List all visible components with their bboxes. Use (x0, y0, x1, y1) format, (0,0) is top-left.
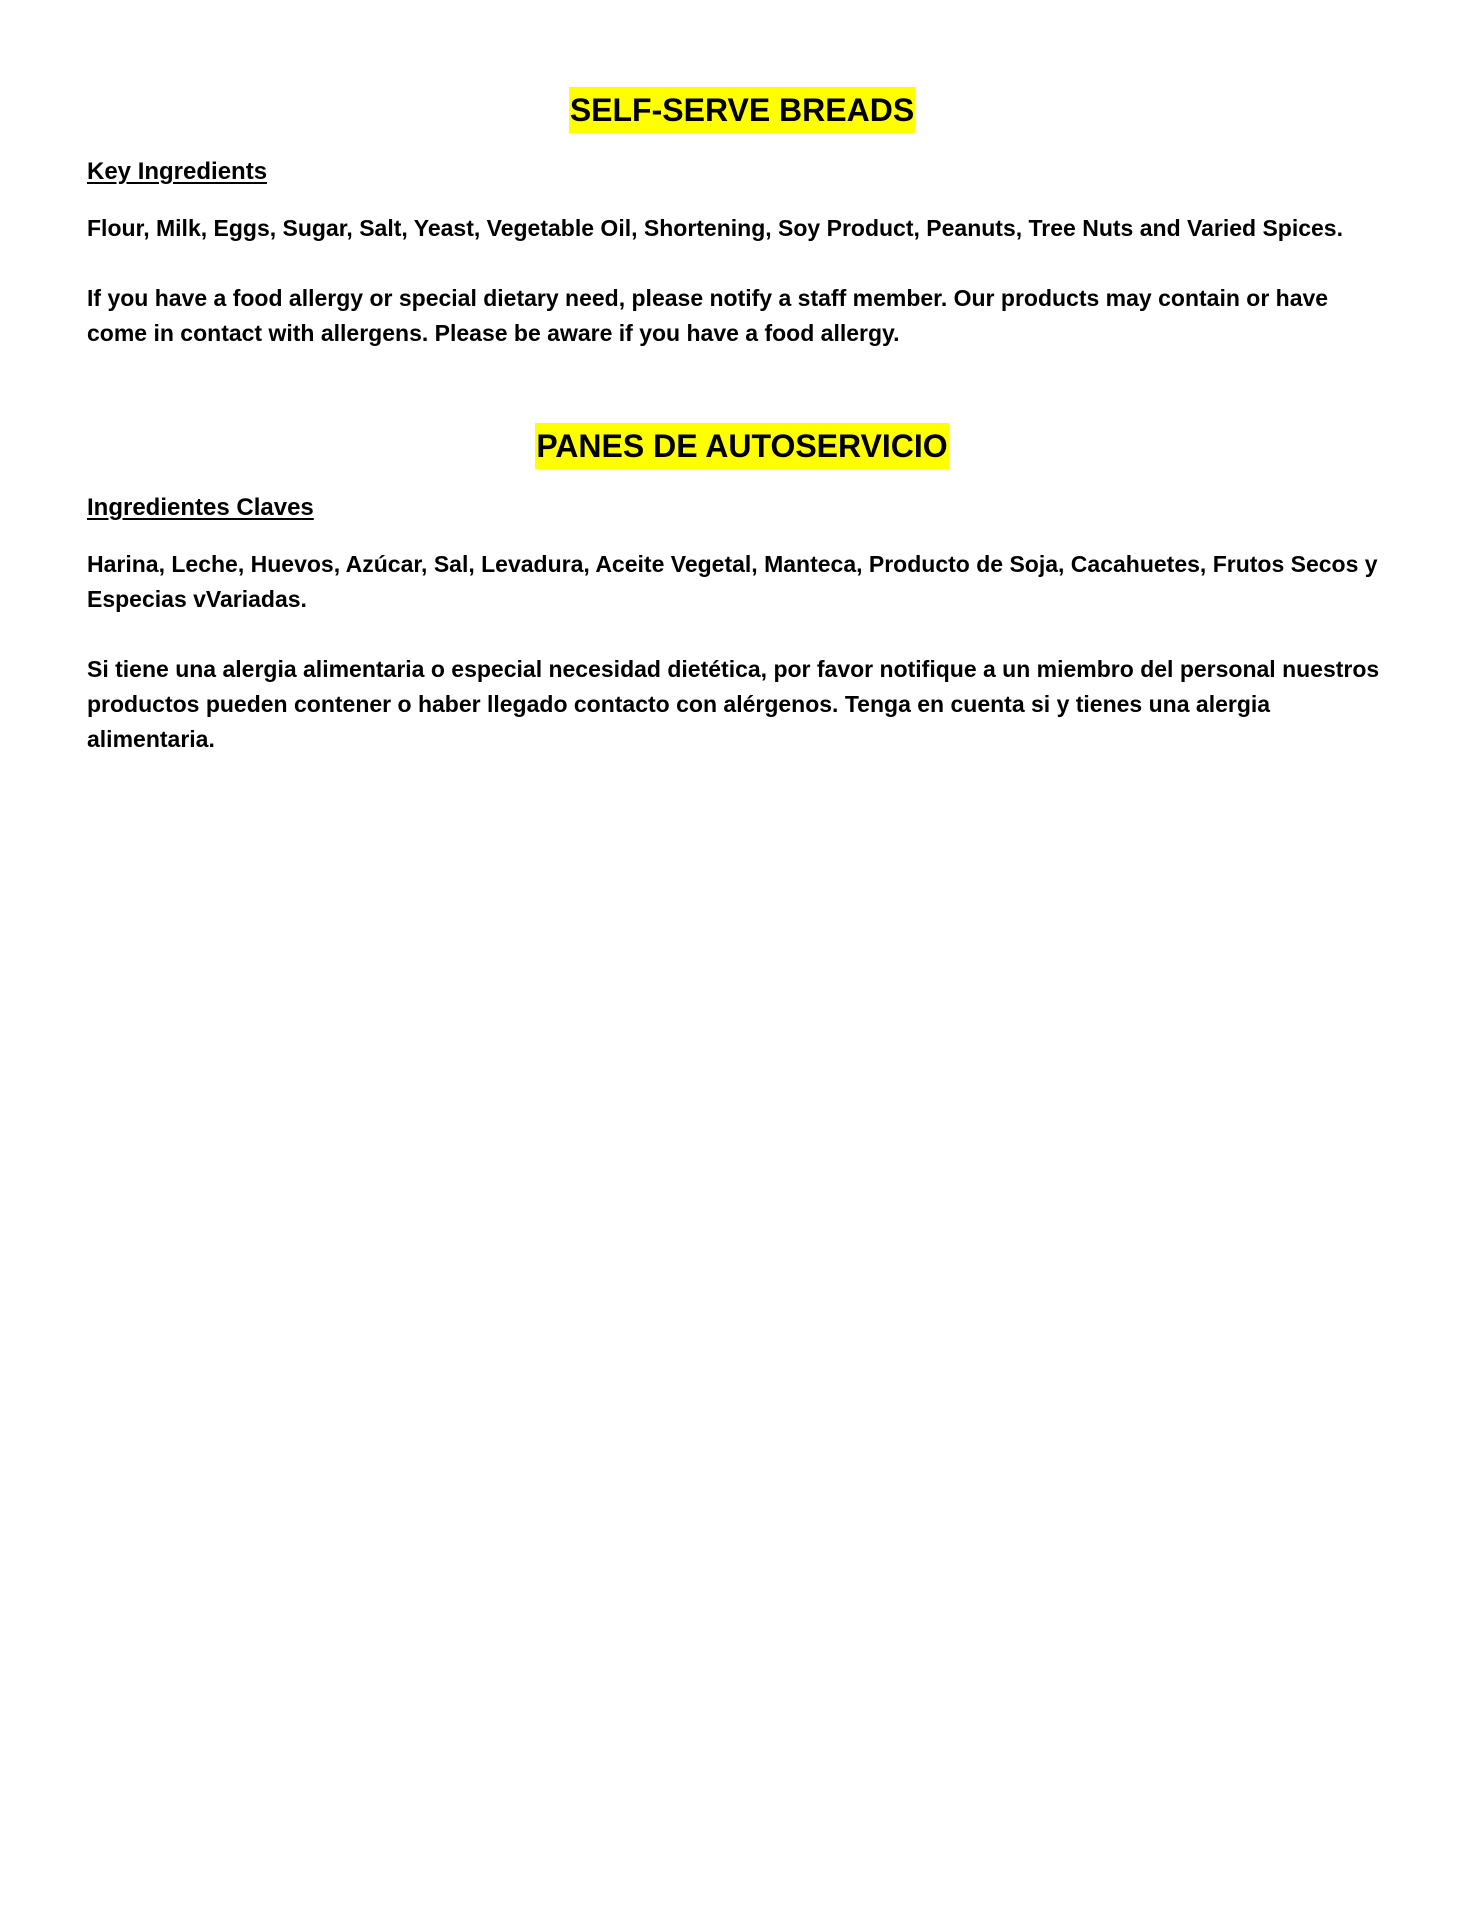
ingredients-list: Harina, Leche, Huevos, Azúcar, Sal, Levadura, Aceite Vegetal, Manteca, Producto de Soja, Cacahuetes, Frutos Secos y Especias vVariadas. (87, 551, 1378, 612)
ingredients-list: Flour, Milk, Eggs, Sugar, Salt, Yeast, Vegetable Oil, Shortening, Soy Product, Peanuts, Tree Nuts and Varied Spices. (87, 215, 1343, 241)
title-wrapper (87, 87, 1397, 133)
key-ingredients-heading: Ingredientes Claves (87, 494, 314, 521)
allergy-notice: If you have a food allergy or special dietary need, please notify a staff member. Our products may contain or have come in contact with allergens. Please be aware if you have a food allergy. (87, 285, 1329, 346)
key-ingredients-heading: Key Ingredients (87, 158, 268, 185)
section-title: PANES DE AUTOSERVICIO (535, 423, 948, 469)
title-wrapper (87, 423, 1397, 469)
section-title: SELF-SERVE BREADS (569, 87, 915, 133)
allergy-notice: Si tiene una alergia alimentaria o especial necesidad dietética, por favor notifique a un miembro del personal nuestros productos pueden contener o haber llegado contacto con alérgenos. Tenga en cuenta si y tienes una alergia alimentaria. (87, 656, 1380, 752)
